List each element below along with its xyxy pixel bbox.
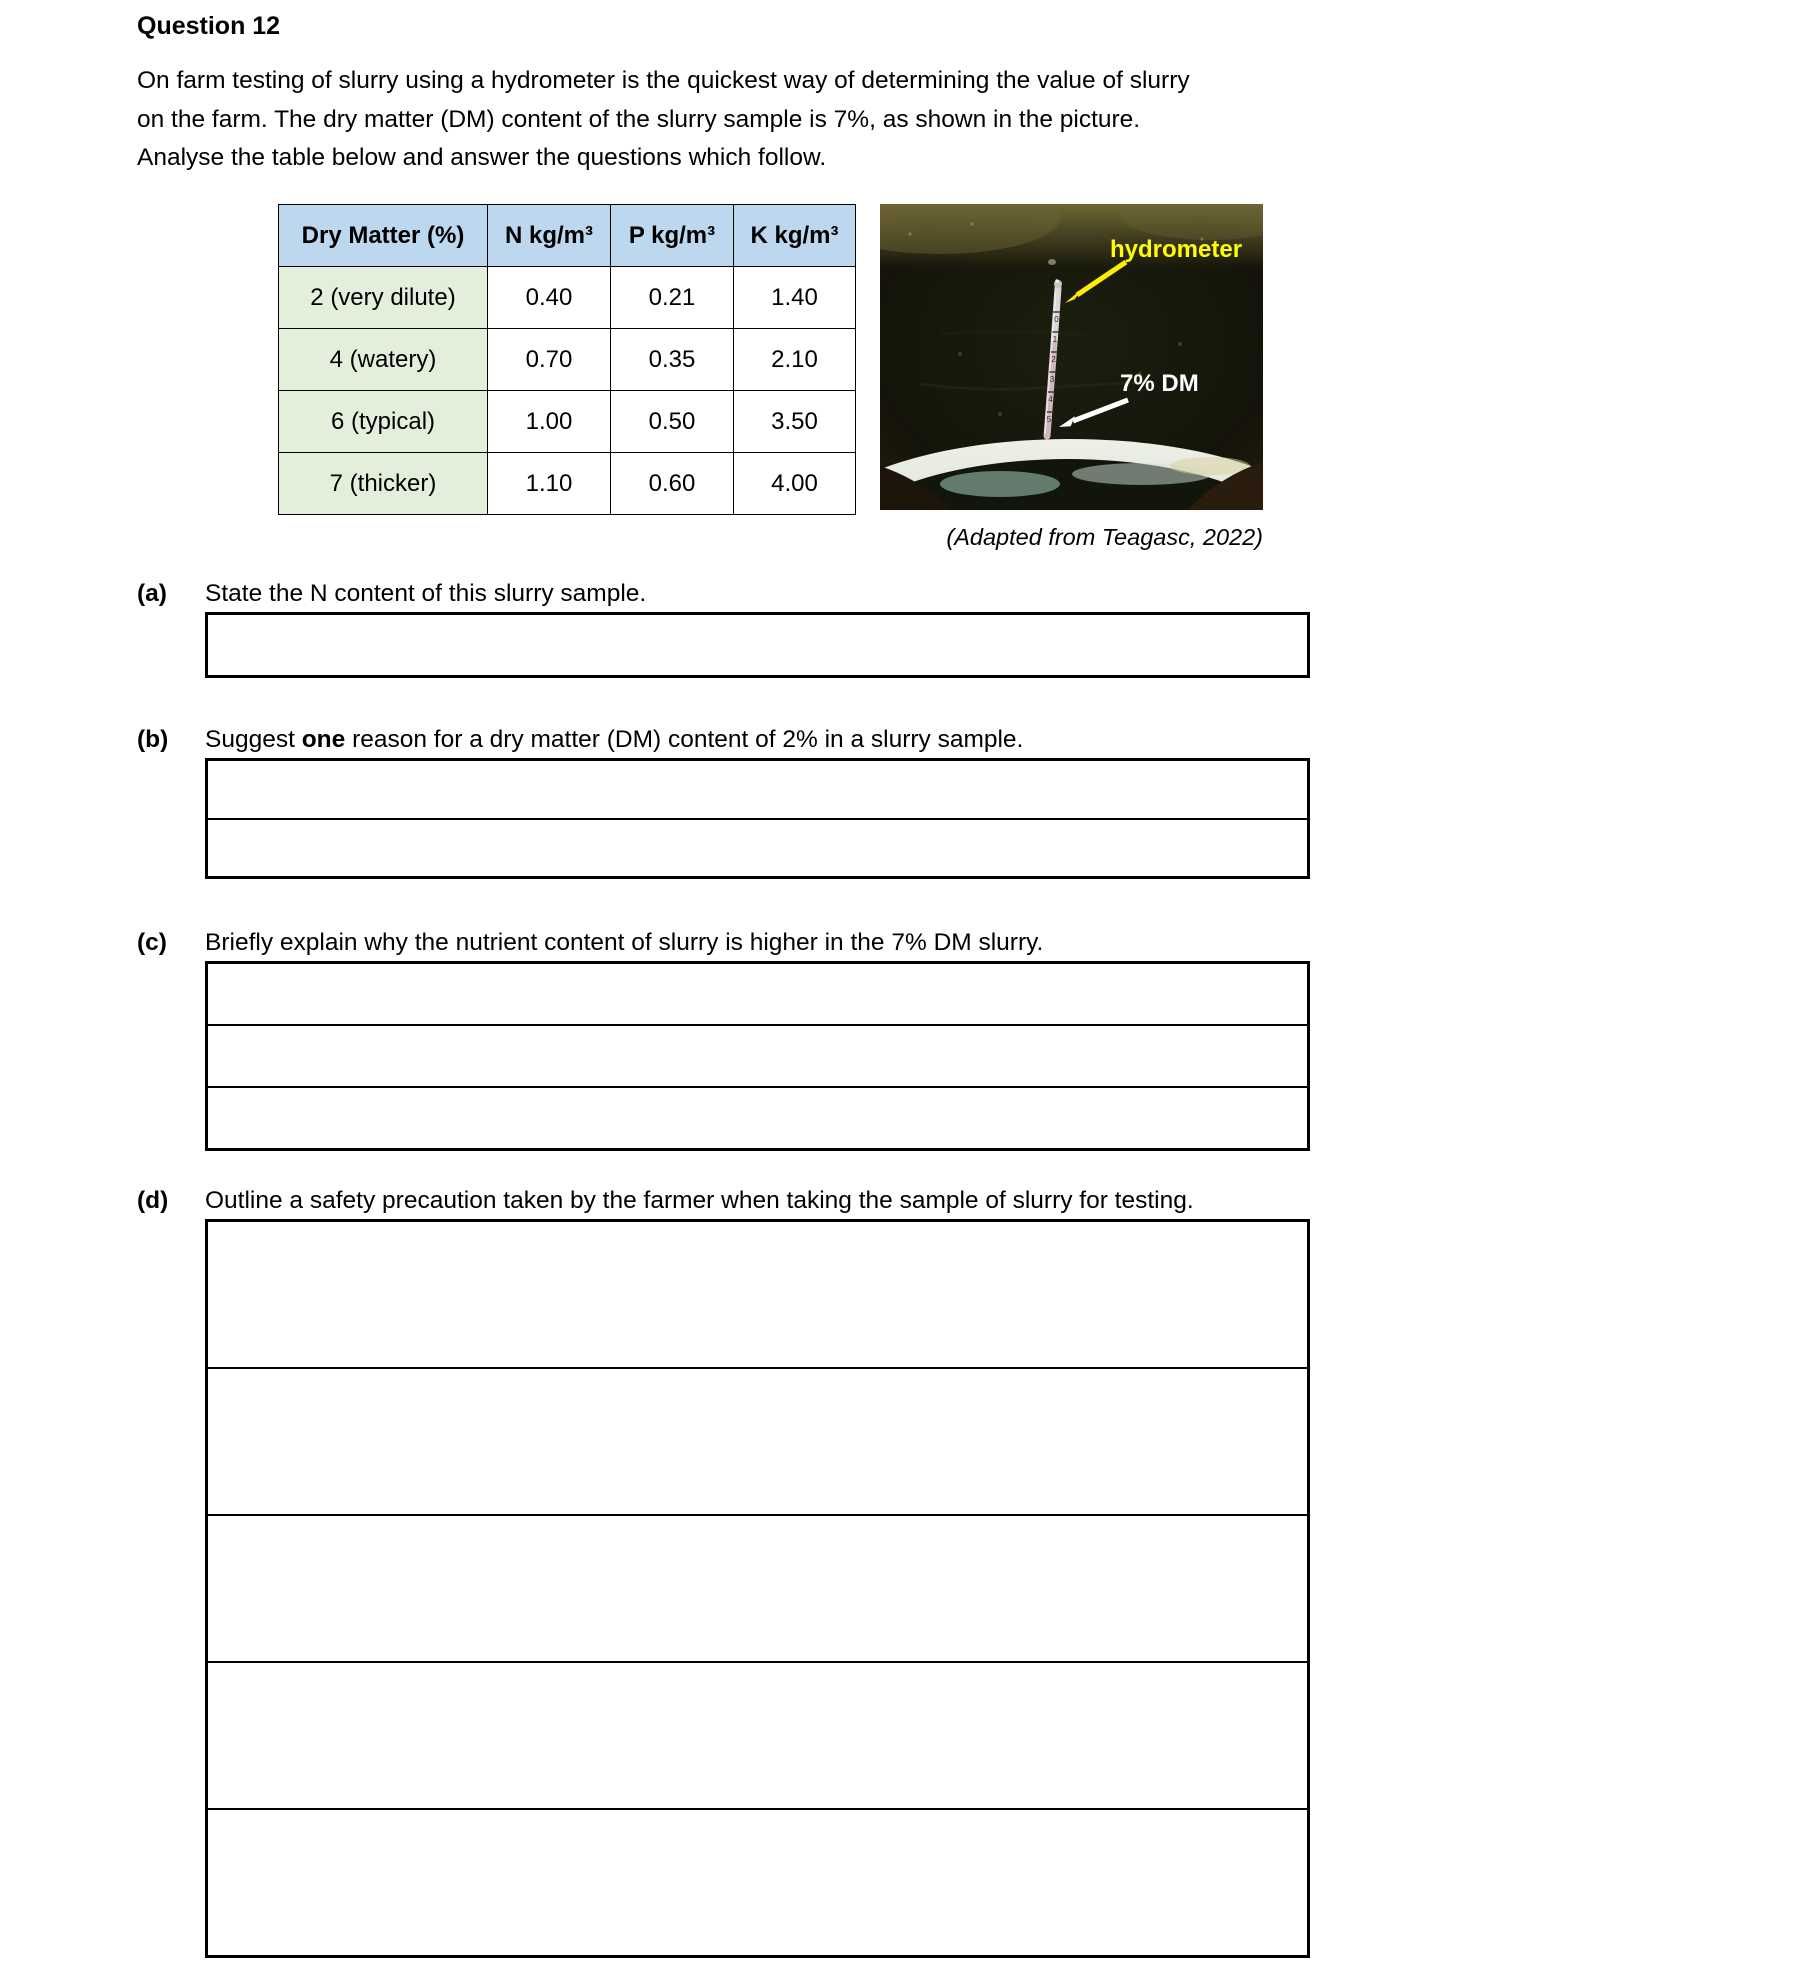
value-cell: 0.60 xyxy=(611,453,734,515)
value-cell: 2.10 xyxy=(734,329,856,391)
prompt-segment: one xyxy=(301,726,346,753)
value-cell: 3.50 xyxy=(734,391,856,453)
intro-line: On farm testing of slurry using a hydrometer is the quickest way of determining the value of slurry xyxy=(137,67,1190,94)
column-header: P kg/m³ xyxy=(611,205,734,267)
value-cell: 0.50 xyxy=(611,391,734,453)
part-label: (a) xyxy=(137,580,167,607)
scale-mark: 5 xyxy=(1046,415,1052,424)
reflection-speck xyxy=(1048,259,1056,265)
answer-line[interactable] xyxy=(208,818,1307,877)
answer-line[interactable] xyxy=(208,1661,1307,1808)
scale-mark: 1 xyxy=(1052,335,1058,344)
value-cell: 1.10 xyxy=(488,453,611,515)
table-row xyxy=(279,453,856,515)
answer-box[interactable] xyxy=(205,1219,1310,1958)
answer-line[interactable] xyxy=(208,761,1307,818)
prompt-segment: State the N content of this slurry sample. xyxy=(205,580,647,607)
answer-line[interactable] xyxy=(208,1367,1307,1514)
slurry-photo xyxy=(880,204,1263,510)
answer-line[interactable] xyxy=(208,1222,1307,1367)
intro-line: Analyse the table below and answer the questions which follow. xyxy=(137,144,827,171)
prompt-segment: Briefly explain why the nutrient content of slurry is higher in the 7% DM slurry. xyxy=(205,929,1044,956)
scale-mark: 0 xyxy=(1054,315,1059,324)
dm-percentage-label: 7% DM xyxy=(1120,370,1199,397)
value-cell: 1.00 xyxy=(488,391,611,453)
value-cell: 0.70 xyxy=(488,329,611,391)
prompt-segment: Outline a safety precaution taken by the farmer when taking the sample of slurry for testing. xyxy=(205,1187,1194,1214)
question-part-c xyxy=(137,925,1310,1151)
intro-line: on the farm. The dry matter (DM) content of the slurry sample is 7%, as shown in the picture. xyxy=(137,105,1141,133)
hydrometer-label: hydrometer xyxy=(1110,236,1243,263)
dm-cell: 7 (thicker) xyxy=(279,453,488,515)
question-intro xyxy=(137,62,1337,178)
table-row xyxy=(279,329,856,391)
answer-line[interactable] xyxy=(208,1514,1307,1661)
part-prompt xyxy=(205,925,1310,961)
scale-mark: 3 xyxy=(1049,375,1055,384)
table-row xyxy=(279,267,856,329)
answer-line[interactable] xyxy=(208,1808,1307,1955)
value-cell: 0.40 xyxy=(488,267,611,329)
part-prompt xyxy=(205,1183,1310,1219)
table-body xyxy=(279,267,856,515)
question-part-b xyxy=(137,722,1310,879)
part-label: (b) xyxy=(137,726,169,753)
part-prompt xyxy=(205,576,1310,612)
answer-box[interactable] xyxy=(205,612,1310,678)
column-header: N kg/m³ xyxy=(488,205,611,267)
dm-cell: 2 (very dilute) xyxy=(279,267,488,329)
answer-box[interactable] xyxy=(205,758,1310,879)
answer-line[interactable] xyxy=(208,1086,1307,1148)
column-header: Dry Matter (%) xyxy=(279,205,488,267)
value-cell: 0.35 xyxy=(611,329,734,391)
value-cell: 4.00 xyxy=(734,453,856,515)
photo-caption: (Adapted from Teagasc, 2022) xyxy=(946,524,1263,550)
answer-box[interactable] xyxy=(205,961,1310,1151)
slurry-nutrient-table xyxy=(278,204,856,515)
slurry-nutrient-table-wrap xyxy=(278,204,856,515)
answer-line[interactable] xyxy=(208,964,1307,1024)
value-cell: 0.21 xyxy=(611,267,734,329)
scale-mark: 2 xyxy=(1051,355,1056,364)
answer-line[interactable] xyxy=(208,1024,1307,1086)
table-header-row xyxy=(279,205,856,267)
question-part-a xyxy=(137,576,1310,678)
part-label: (c) xyxy=(137,929,167,956)
part-label: (d) xyxy=(137,1187,169,1214)
dm-cell: 6 (typical) xyxy=(279,391,488,453)
prompt-segment: Suggest xyxy=(205,726,302,753)
value-cell: 1.40 xyxy=(734,267,856,329)
column-header: K kg/m³ xyxy=(734,205,856,267)
question-part-d xyxy=(137,1183,1310,1958)
part-prompt xyxy=(205,722,1310,758)
table-row xyxy=(279,391,856,453)
prompt-segment: reason for a dry matter (DM) content of 2% in a slurry sample. xyxy=(345,726,1024,753)
dm-cell: 4 (watery) xyxy=(279,329,488,391)
scale-mark: 4 xyxy=(1048,395,1053,404)
question-title: Question 12 xyxy=(137,12,281,40)
answer-line[interactable] xyxy=(208,615,1307,675)
